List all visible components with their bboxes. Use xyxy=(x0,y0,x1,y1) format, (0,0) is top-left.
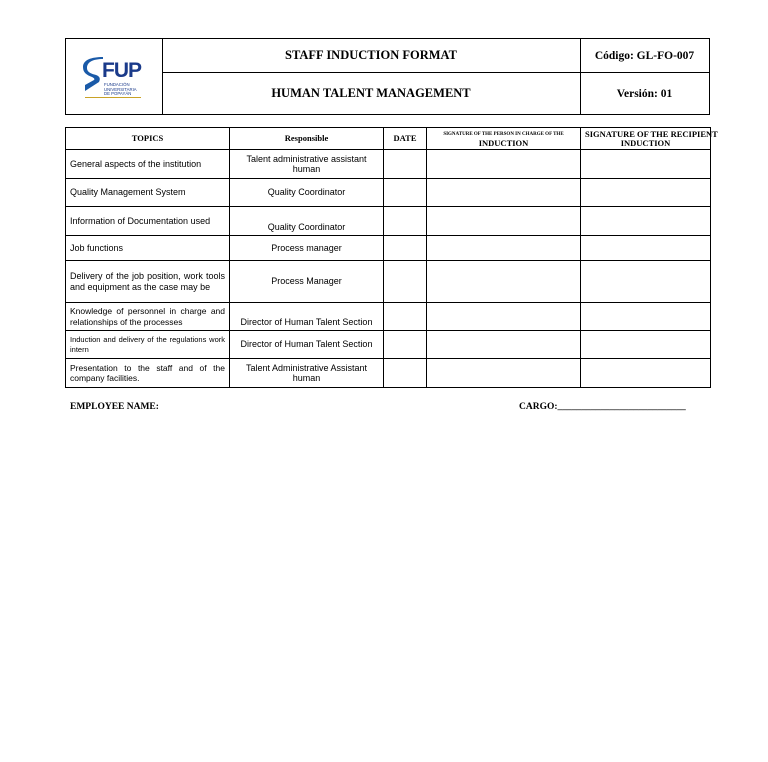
table-row xyxy=(66,359,711,388)
topic-cell: Job functions xyxy=(66,236,230,261)
logo-subtext: FUNDACIÓN UNIVERSITARIA DE POPAYÁN xyxy=(104,82,137,97)
signature-recipient-cell[interactable] xyxy=(581,179,711,207)
topic-cell: Knowledge of personnel in charge and relationships of the processes xyxy=(66,303,230,331)
header-date: DATE xyxy=(384,128,427,150)
date-cell[interactable] xyxy=(384,331,427,359)
fup-logo xyxy=(83,53,143,99)
date-cell[interactable] xyxy=(384,236,427,261)
topic-cell: Quality Management System xyxy=(66,179,230,207)
topic-cell: Presentation to the staff and of the company facilities. xyxy=(66,359,230,388)
table-row xyxy=(66,261,711,303)
signature-person-cell[interactable] xyxy=(427,359,581,388)
logo-wordmark: FUP xyxy=(102,59,141,82)
topic-cell: Delivery of the job position, work tools and equipment as the case may be xyxy=(66,261,230,303)
signature-person-cell[interactable] xyxy=(427,303,581,331)
logo-cell xyxy=(66,39,163,114)
table-row xyxy=(66,331,711,359)
document-code: Código: GL-FO-007 xyxy=(580,39,709,73)
responsible-cell: Quality Coordinator xyxy=(230,179,384,207)
date-cell[interactable] xyxy=(384,207,427,236)
header-signature-recipient: SIGNATURE OF THE RECIPIENT INDUCTION xyxy=(581,128,711,150)
table-row xyxy=(66,236,711,261)
table-row xyxy=(66,207,711,236)
responsible-cell: Director of Human Talent Section xyxy=(230,303,384,331)
code-cell xyxy=(580,39,709,114)
table-row xyxy=(66,150,711,179)
signature-recipient-cell[interactable] xyxy=(581,359,711,388)
responsible-cell: Process Manager xyxy=(230,261,384,303)
topic-cell: Induction and delivery of the regulations work intern xyxy=(66,331,230,359)
document-header xyxy=(65,38,710,115)
header-responsible: Responsible xyxy=(230,128,384,150)
date-cell[interactable] xyxy=(384,150,427,179)
employee-name-label: EMPLOYEE NAME: xyxy=(70,402,159,412)
document-title: STAFF INDUCTION FORMAT xyxy=(162,39,580,73)
title-cell xyxy=(162,39,581,114)
topic-cell: General aspects of the institution xyxy=(66,150,230,179)
signature-recipient-cell[interactable] xyxy=(581,150,711,179)
signature-recipient-cell[interactable] xyxy=(581,207,711,236)
date-cell[interactable] xyxy=(384,303,427,331)
logo-underline xyxy=(85,97,141,98)
topic-cell: Information of Documentation used xyxy=(66,207,230,236)
signature-person-cell[interactable] xyxy=(427,207,581,236)
responsible-cell: Director of Human Talent Section xyxy=(230,331,384,359)
responsible-cell: Process manager xyxy=(230,236,384,261)
date-cell[interactable] xyxy=(384,179,427,207)
table-header-row xyxy=(66,128,711,150)
date-cell[interactable] xyxy=(384,359,427,388)
table-row xyxy=(66,303,711,331)
responsible-cell: Talent administrative assistant human xyxy=(230,150,384,179)
responsible-cell: Quality Coordinator xyxy=(230,207,384,236)
signature-person-cell[interactable] xyxy=(427,331,581,359)
header-topics: TOPICS xyxy=(66,128,230,150)
date-cell[interactable] xyxy=(384,261,427,303)
cargo-label: CARGO:___________________________ xyxy=(519,402,686,412)
responsible-cell: Talent Administrative Assistant human xyxy=(230,359,384,388)
signature-recipient-cell[interactable] xyxy=(581,261,711,303)
signature-recipient-cell[interactable] xyxy=(581,303,711,331)
document-version: Versión: 01 xyxy=(616,87,673,100)
header-signature-person: SIGNATURE OF THE PERSON IN CHARGE OF THE INDUCTION xyxy=(427,128,581,150)
signature-person-cell[interactable] xyxy=(427,236,581,261)
signature-person-cell[interactable] xyxy=(427,150,581,179)
document-subtitle: HUMAN TALENT MANAGEMENT xyxy=(271,86,471,100)
signature-person-cell[interactable] xyxy=(427,179,581,207)
signature-recipient-cell[interactable] xyxy=(581,236,711,261)
table-row xyxy=(66,179,711,207)
signature-person-cell[interactable] xyxy=(427,261,581,303)
induction-table xyxy=(65,127,718,388)
signature-recipient-cell[interactable] xyxy=(581,331,711,359)
